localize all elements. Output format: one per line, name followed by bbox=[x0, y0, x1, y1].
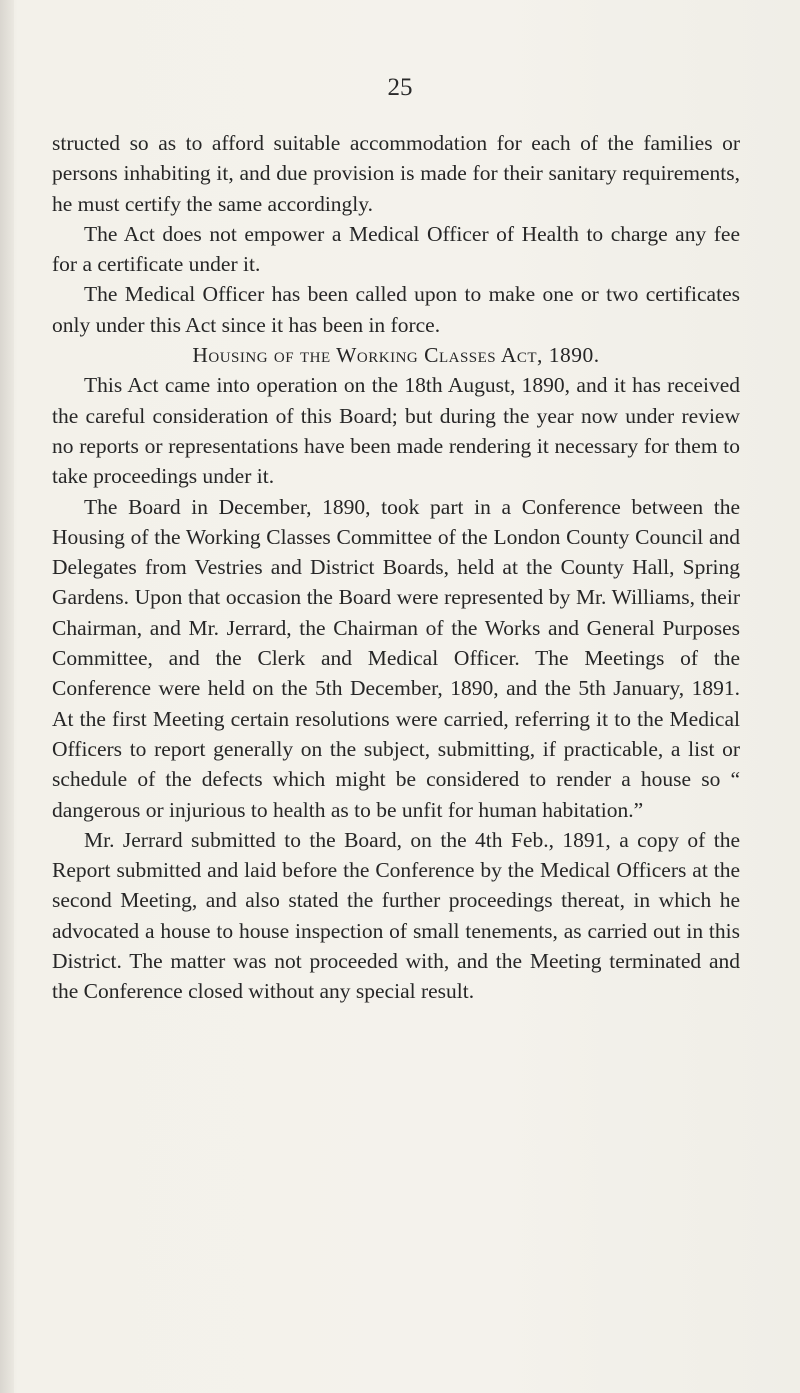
paragraph-certificates: The Medical Officer has been called upon to make one or two certificates only under this Act since it has been in force. bbox=[52, 282, 740, 337]
paragraph-fee: The Act does not empower a Medical Officer of Health to charge any fee for a certificate under it. bbox=[52, 221, 740, 277]
page-number: 25 bbox=[387, 74, 413, 101]
paragraph-conference: The Board in December, 1890, took part in a Conference between the Housing of the Working Classes Committee of the London County Council and Delegates from Vestries and District Boards, held at the County Hall, Spring Gardens. Upon that occasion the Board were represented by Mr. Williams, their Chairman, and Mr. Jerrard, the Chairman of the Works and General Purposes Committee, and the Clerk and Medical Officer. The Meetings of the Conference were held on the 5th December, 1890, and the 5th January, 1891. At the first Meeting certain resolutions were carried, referring it to the Medical Officers to report generally on the subject, submitting, if practicable, a list or schedule of the defects which might be considered to render a house so “ dangerous or injurious to health as to be unfit for human habitation.” bbox=[52, 494, 740, 822]
page-left-edge bbox=[0, 0, 14, 1393]
section-heading: Housing of the Working Classes Act, 1890. bbox=[192, 343, 600, 368]
body-text bbox=[52, 128, 740, 1007]
paragraph-report: Mr. Jerrard submitted to the Board, on the 4th Feb., 1891, a copy of the Report submitted and laid before the Conference by the Medical Officers at the second Meeting, and also stated the further proceedings thereat, in which he advocated a house to house inspection of small tenements, as carried out in this District. The matter was not proceeded with, and the Meeting terminated and the Conference closed without any special result. bbox=[52, 827, 740, 1004]
paragraph-act-operation: This Act came into operation on the 18th August, 1890, and it has received the careful consideration of this Board; but during the year now under review no reports or representations have been made rendering it necessary for them to take proceedings under it. bbox=[52, 373, 740, 489]
paragraph-continuation: structed so as to afford suitable accommodation for each of the families or persons inhabiting it, and due provision is made for their sanitary requirements, he must certify the same accordingly. bbox=[52, 131, 740, 216]
